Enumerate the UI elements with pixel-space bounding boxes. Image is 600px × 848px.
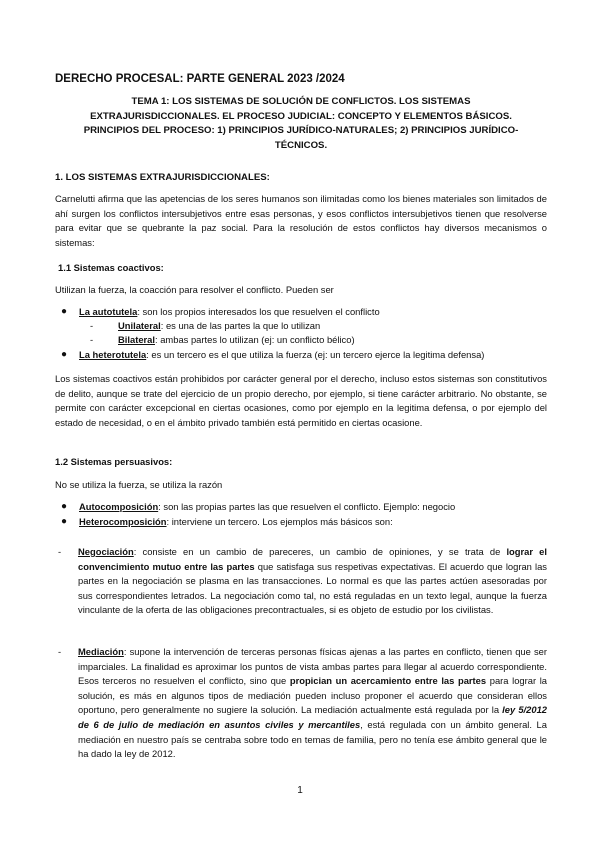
sub-unilateral — [90, 320, 321, 331]
unilateral-text: : es una de las partes la que lo utilizan — [160, 320, 321, 331]
negociacion-text-2: que satisfaga sus respetivas expectativas. El acuerdo que logran las partes en la negociación se plasma en las transacciones. Lo normal es que las partes actúen asesoradas por sus correspondientes letrados. La negociación como tal, no está reguladas en un texto legal, aunque la fuerza vinculante de la oferta de las obligaciones precontractuales, si es objeto de estudio por los civilistas. — [78, 560, 547, 616]
dash-icon: - — [90, 334, 94, 345]
intro-paragraph: Carnelutti afirma que las apetencias de los seres humanos son ilimitadas como los bienes materiales son limitados de ahí surgen los conflictos intersubjetivos entre esas personas, y esos conflictos intersubjetivos tienen que resolverse para evitar que se quebrante la paz social. Para la resolución de estos conflictos hay diversos mecanismos o sistemas: — [55, 193, 547, 248]
negociacion-paragraph — [58, 545, 547, 618]
mediacion-text-1: : supone la intervención de terceras personas físicas ajenas a las partes en conflicto, tienen que ser imparciales. La finalidad es aproximar los puntos de vista ambas partes para llegar al acuerdo correspondiente. Esos terceros no resuelven el conflicto, sino que — [78, 646, 547, 687]
term-heterotutela: La heterotutela — [79, 349, 147, 360]
bullet-autocomposicion — [61, 500, 456, 514]
term-unilateral: Unilateral — [118, 320, 161, 331]
dash-icon: - — [58, 546, 62, 557]
topic-subtitle: TEMA 1: LOS SISTEMAS DE SOLUCIÓN DE CONFLICTOS. LOS SISTEMAS EXTRAJURISDICCIONALES. EL PROCESO JUDICIAL: CONCEPTO Y ELEMENTOS BÁSICOS. PRINCIPIOS DEL PROCESO: 1) PRINCIPIOS JURÍDICO-NATURALES; 2) PRINCIPIOS JURÍDICO-TÉCNICOS. — [83, 96, 519, 151]
persuasivos-intro-line: No se utiliza la fuerza, se utiliza la razón — [55, 479, 223, 490]
dash-icon: - — [90, 320, 94, 331]
autocomposicion-text: : son las propias partes las que resuelven el conflicto. Ejemplo: negocio — [158, 501, 456, 512]
heterotutela-text: : es un tercero es el que utiliza la fuerza (ej: un tercero ejerce la legitima defensa) — [146, 349, 485, 360]
bullet-dot-icon: ● — [61, 501, 68, 512]
term-autocomposicion: Autocomposición — [79, 501, 159, 512]
mediacion-bold: propician un acercamiento entre las partes — [289, 675, 487, 687]
negociacion-bold: lograr el convencimiento mutuo entre las partes — [78, 546, 547, 572]
heterocomposicion-text: : interviene un tercero. Los ejemplos más básicos son: — [166, 516, 393, 527]
bullet-dot-icon: ● — [61, 306, 68, 317]
heading-sistemas-persuasivos: 1.2 Sistemas persuasivos: — [55, 456, 173, 467]
section-heading-1: 1. LOS SISTEMAS EXTRAJURISDICCIONALES: — [55, 172, 270, 183]
bullet-heterotutela — [61, 348, 485, 362]
sub-bilateral — [90, 334, 355, 345]
mediacion-text-2: para lograr la solución, es más en algunos tipos de mediación pueden incluso proponer el acuerdo que consideran ellos oportuno, pero generalmente no sugiere la solución. La mediación actualmente está regulada por la — [78, 675, 548, 716]
coactivos-paragraph: Los sistemas coactivos están prohibidos por carácter general por el derecho, incluso estos sistemas son constitutivos de delito, aunque se trate del ejercicio de un propio derecho, por ejemplo, si tiene carácter arbitrario. No obstante, se permite con carácter excepcional en ciertas ocasiones, como por ejemplo en la legitima defensa, o por ejemplo del estado de necesidad, o en el ámbito privado también está permitido en ciertas ocasione. — [55, 373, 547, 428]
coactivos-intro-line: Utilizan la fuerza, la coacción para resolver el conflicto. Pueden ser — [55, 284, 334, 295]
page-number: 1 — [297, 785, 303, 796]
term-mediacion: Mediación — [78, 646, 124, 657]
autotutela-text: : son los propios interesados los que resuelven el conflicto — [137, 306, 380, 317]
dash-icon: - — [58, 646, 62, 657]
negociacion-text-1: : consiste en un cambio de pareceres, un cambio de opiniones, y se trata de — [133, 546, 507, 557]
term-bilateral: Bilateral — [118, 334, 155, 345]
bilateral-text: : ambas partes lo utilizan (ej: un conflicto bélico) — [155, 334, 355, 345]
document-title: DERECHO PROCESAL: PARTE GENERAL 2023 /2024 — [55, 73, 345, 85]
bullet-heterocomposicion — [61, 515, 393, 529]
bullet-dot-icon: ● — [61, 349, 68, 360]
term-heterocomposicion: Heterocomposición — [79, 516, 167, 527]
term-autotutela: La autotutela — [79, 306, 138, 317]
mediacion-text-3: , está regulada con un ámbito general. La mediación en nuestro país se centraba sobre todo en temas de familia, pero no tenía ese ámbito general que le ha dado la ley de 2012. — [78, 718, 547, 760]
mediacion-paragraph — [58, 645, 548, 762]
bullet-dot-icon: ● — [61, 516, 68, 527]
bullet-autotutela — [61, 305, 380, 319]
heading-sistemas-coactivos: 1.1 Sistemas coactivos: — [58, 262, 164, 273]
mediacion-law-reference: ley 5/2012 de 6 de julio de mediación en asuntos civiles y mercantiles — [78, 704, 548, 730]
term-negociacion: Negociación — [78, 546, 134, 557]
